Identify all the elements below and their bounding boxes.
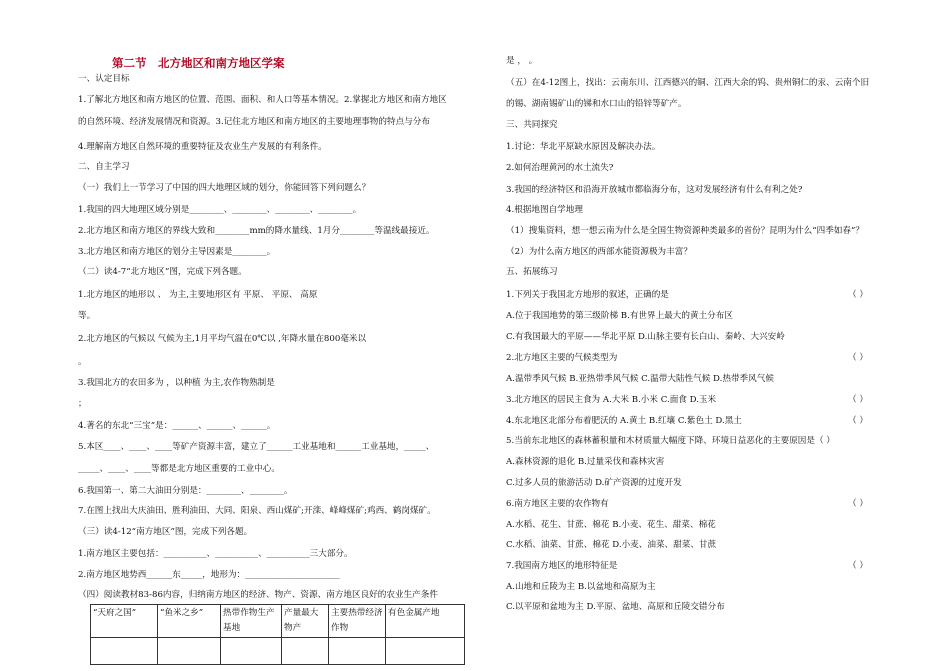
question-line: 。 <box>78 357 87 367</box>
question-line: 1.北方地区的地形以 、 为主,主要地形区有 平原、 平原、 高原 <box>78 290 318 300</box>
question-line: ； <box>78 399 87 409</box>
text-line: （一）我们上一节学习了中国的四大地理区域的划分，你能回答下列问题么？ <box>78 183 371 193</box>
question-line: 3.北方地区的居民主食为 A.大米 B.小米 C.面食 D.玉米 <box>506 395 717 405</box>
page-title: 第二节 北方地区和南方地区学案 <box>112 56 285 70</box>
question-line: 2.如何治理黄河的水土流失? <box>506 163 614 173</box>
question-line: 2.北方地区主要的气候类型为 <box>506 353 618 363</box>
option-line: A.森林资源的退化 B.过量采伐和森林灾害 <box>506 457 665 467</box>
answer-parens: （ ） <box>848 561 868 571</box>
question-line: 2.北方地区的气候以 气候为主,1月平均气温在0℃以 ,年降水量在800毫米以 <box>78 334 367 344</box>
question-line: 2.南方地区地势西______东_____，地形为：______________________ <box>78 570 340 580</box>
section-heading: 二、自主学习 <box>78 162 130 172</box>
question-line: 1.讨论：华北平原缺水原因及解决办法。 <box>506 142 661 152</box>
question-line: （四）阅读教材83-86内容，归纳南方地区的经济、物产、资源、南方地区良好的农业生产条件 <box>78 590 438 600</box>
left-column <box>78 0 496 671</box>
text-line: 是 ， 。 <box>506 56 538 66</box>
table-cell <box>386 638 465 665</box>
option-line: A.位于我国地势的第三级阶梯 B.有世界上最大的黄土分布区 <box>506 311 733 321</box>
text-line: （三）读4-12“南方地区”图，完成下列各题。 <box>78 527 253 537</box>
table-header-cell: 主要热带经济作物 <box>329 605 386 638</box>
section-heading: 三、共同探究 <box>506 120 558 130</box>
table-header-cell: 产量最大物产 <box>282 605 329 638</box>
option-line: A.水稻、花生、甘蔗、棉花 B.小麦、花生、甜菜、棉花 <box>506 520 716 530</box>
option-line: C.水稻、油菜、甘蔗、棉花 D.小麦、油菜、甜菜、甘蔗 <box>506 540 717 550</box>
section-heading: 五、拓展练习 <box>506 267 558 277</box>
question-line: 1.下列关于我国北方地形的叙述，正确的是 <box>506 290 669 300</box>
section-heading: 一、认定目标 <box>78 74 130 84</box>
question-line: 2.北方地区和南方地区的界线大致和________mm的降水量线、1月分________等温线最接近。 <box>78 226 435 236</box>
question-line: 3.我国北方的农田多为 ，以种植 为主,农作物熟制是 <box>78 378 275 388</box>
text-line: （二）读4-7“北方地区”图，完成下列各题。 <box>78 267 247 277</box>
question-line: 7.在图上找出大庆油田、胜利油田、大同、阳泉、西山煤矿;开滦、峰峰煤矿;鸡西、鹤岗煤矿。 <box>78 506 436 516</box>
right-column <box>506 0 896 671</box>
option-line: C.以平原和盆地为主 D.平原、盆地、高原和丘陵交错分布 <box>506 602 725 612</box>
question-line: 7.我国南方地区的地形特征是 <box>506 561 618 571</box>
option-line: A.温带季风气候 B.亚热带季风气候 C.温带大陆性气候 D.热带季风气候 <box>506 374 774 384</box>
text-line: 的自然环境、经济发展情况和资源。3.记住北方地区和南方地区的主要地理事物的特点与分布 <box>78 117 430 127</box>
question-line: 6.南方地区主要的农作物有 <box>506 499 609 509</box>
question-line: 等。 <box>78 311 96 321</box>
table-cell <box>158 638 221 665</box>
answer-parens: （ ） <box>848 499 868 509</box>
question-line: 3.北方地区和南方地区的划分主导因素是________。 <box>78 247 276 257</box>
table-cell <box>221 638 282 665</box>
table-cell <box>282 638 329 665</box>
question-line: 4.东北地区北部分布着肥沃的 A.黄土 B.红壤 C.紫色土 D.黑土 <box>506 416 742 426</box>
table-cell <box>91 638 158 665</box>
option-line: A.山地和丘陵为主 B.以盆地和高原为主 <box>506 582 656 592</box>
question-line: （2）为什么南方地区的西部水能资源极为丰富？ <box>506 247 692 257</box>
question-line: 3.我国的经济特区和沿海开放城市都临海分布，这对发展经济有什么有利之处? <box>506 185 803 195</box>
question-line: _____、____、____等都是北方地区重要的工业中心。 <box>78 464 280 474</box>
answer-parens: （ ） <box>848 290 868 300</box>
question-line: （1）搜集资料，想一想云南为什么是全国生物资源种类最多的省份？昆明为什么“四季如春”？ <box>506 226 865 236</box>
question-line: 6.我国第一、第二大油田分别是：________、________。 <box>78 486 293 496</box>
answer-parens: （ ） <box>848 353 868 363</box>
question-line: 4.根据地图自学地理 <box>506 205 583 215</box>
question-line: 4.著名的东北“三宝”是：______、______、______。 <box>78 421 276 431</box>
question-line: 1.我国的四大地理区域分别是________、________、________、________。 <box>78 205 362 215</box>
table-header-cell: 热带作物生产基地 <box>221 605 282 638</box>
option-line: C.有我国最大的平原——华北平原 D.山脉主要有长白山、秦岭、大兴安岭 <box>506 332 785 342</box>
option-line: C.过多人员的旅游活动 D.矿产资源的过度开发 <box>506 478 682 488</box>
question-line: 1.南方地区主要包括：__________、__________、__________三大部分。 <box>78 549 353 559</box>
text-line: 1.了解北方地区和南方地区的位置、范围、面积、和人口等基本情况。2.掌握北方地区和南方地区 <box>78 95 447 105</box>
question-line: 5.当前东北地区的森林蓄积量和木材质量大幅度下降、环境日益恶化的主要原因是（ ） <box>506 436 835 446</box>
table-header-cell: “天府之国” <box>91 605 158 638</box>
text-line: （五）在4-12图上，找出：云南东川、江西德兴的铜、江西大余的钨、贵州铜仁的汞、云南个旧 <box>506 78 870 88</box>
table-cell <box>329 638 386 665</box>
product-table <box>90 604 465 665</box>
table-header-cell: 有色金属产地 <box>386 605 465 638</box>
text-line: 的锡、湖南锡矿山的锑和水口山的铅锌等矿产。 <box>506 99 687 109</box>
question-line: 5.本区____、____、____等矿产资源丰富，建立了______工业基地和______工业基地，_____、 <box>78 442 435 452</box>
text-line: 4.理解南方地区自然环境的重要特征及农业生产发展的有利条件。 <box>78 142 327 152</box>
answer-parens: （ ） <box>848 416 868 426</box>
answer-parens: （ ） <box>848 395 868 405</box>
table-header-cell: “鱼米之乡” <box>158 605 221 638</box>
